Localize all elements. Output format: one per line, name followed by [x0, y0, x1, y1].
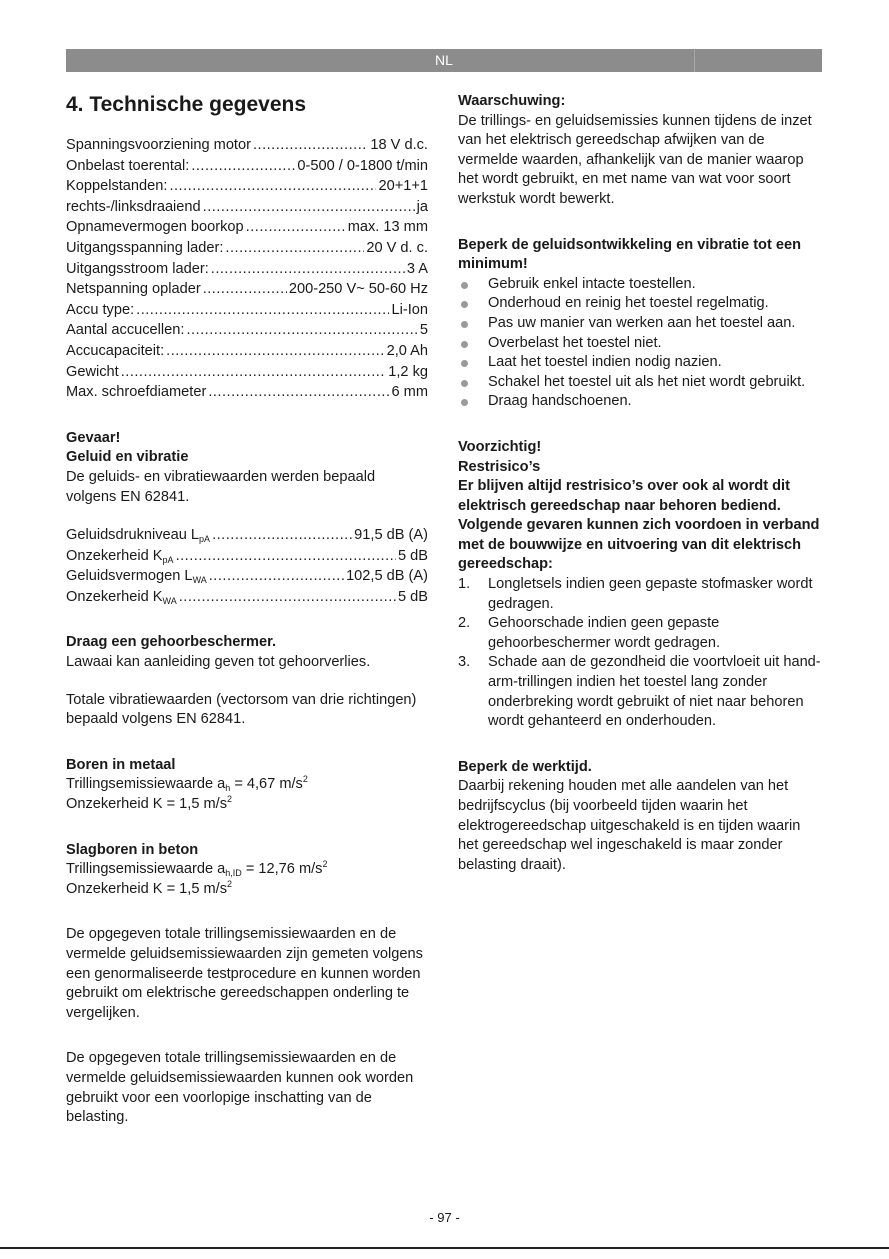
- noise-row: Onzekerheid $K_{WA}$ ..... 5 dB: [66, 587, 428, 608]
- limit-list: [458, 275, 822, 412]
- hearing-text: Lawaai kan aanleiding geven tot gehoorverlies.: [66, 654, 371, 671]
- spec-row: Uitgangsstroom lader: ..... 3 A: [66, 259, 428, 280]
- estimation-paragraph: De opgegeven totale trillingsemissiewaarden en de vermelde geluidsemissiewaarden kunnen ook worden gebruikt voor een voorlopige inschatting van de belasting.: [66, 1050, 414, 1126]
- spec-row: Opnamevermogen boorkop ..... max. 13 mm: [66, 217, 428, 238]
- dot-leader: [186, 320, 417, 341]
- spec-row: Accucapaciteit: ..... 2,0 Ah: [66, 341, 428, 362]
- spec-row: Aantal accucellen: ..... 5: [66, 320, 428, 341]
- list-item: Draag handschoenen.: [458, 392, 822, 412]
- drill-metal-heading: Boren in metaal: [66, 756, 176, 773]
- spec-row: Koppelstanden: ..... 20+1+1: [66, 176, 428, 197]
- spec-row: Accu type: ..... Li-Ion: [66, 300, 428, 321]
- dot-leader: [225, 238, 364, 259]
- dot-leader: [169, 176, 376, 197]
- dot-leader: [208, 382, 389, 403]
- noise-row: Onzekerheid $K_{pA}$ ..... 5 dB: [66, 546, 428, 567]
- noise-list: [66, 525, 428, 607]
- right-column: [458, 92, 822, 875]
- warning-text: De trillings- en geluidsemissies kunnen tijdens de inzet van het elektrisch gereedschap afwijken van de vermelde waarden, afhankelijk van de manier waarop het wordt gebruikt, en met name van wat voor soort werkstuk wordt bewerkt.: [458, 112, 812, 207]
- list-item: Gebruik enkel intacte toestellen.: [458, 275, 822, 295]
- dot-leader: [246, 217, 346, 238]
- caution-heading: Voorzichtig!: [458, 438, 542, 455]
- dot-leader: [212, 525, 352, 546]
- dot-leader: [136, 300, 389, 321]
- dot-leader: [179, 587, 396, 608]
- section-title: 4. Technische gegevens: [66, 93, 307, 116]
- warning-heading: Waarschuwing:: [458, 93, 566, 109]
- spec-row: Gewicht ..... 1,2 kg: [66, 362, 428, 383]
- list-item: 3. Schade aan de gezondheid die voortvloeit uit hand-arm-trillingen indien het toestel lang zonder onderbreking wordt gebruikt of niet naar behoren wordt gehanteerd en onderhouden.: [458, 654, 821, 730]
- left-column: [66, 92, 428, 1128]
- hammer-concrete-uncertainty: Onzekerheid K = 1,5 $m/s^2$: [66, 878, 233, 897]
- dot-leader: [121, 362, 387, 383]
- language-bar-divider: [694, 49, 695, 72]
- list-item: Pas uw manier van werken aan het toestel aan.: [458, 314, 822, 334]
- list-item: 1. Longletsels indien geen gepaste stofmasker wordt gedragen.: [458, 576, 813, 612]
- spec-row: Max. schroefdiameter ..... 6 mm: [66, 382, 428, 403]
- language-bar: [66, 49, 822, 72]
- list-item: Laat het toestel indien nodig nazien.: [458, 353, 822, 373]
- spec-row: Spanningsvoorziening motor ..... 18 V d.c.: [66, 135, 428, 156]
- dot-leader: [203, 279, 287, 300]
- dot-leader: [209, 566, 344, 587]
- dot-leader: [191, 156, 295, 177]
- drill-metal-emission: Trillingsemissiewaarde $a_h = 4,67$ $m/s^2$: [66, 774, 308, 794]
- list-item: Overbelast het toestel niet.: [458, 334, 822, 354]
- danger-heading: Gevaar!: [66, 429, 121, 446]
- worktime-heading: Beperk de werktijd.: [458, 758, 592, 775]
- list-item: 2. Gehoorschade indien geen gepaste gehoorbeschermer wordt gedragen.: [458, 615, 721, 651]
- spec-row: Netspanning oplader ..... 200-250 V~ 50-60 Hz: [66, 279, 428, 300]
- residual-intro: Er blijven altijd restrisico’s over ook al wordt dit elektrisch gereedschap naar behoren bediend. Volgende gevaren kunnen zich voordoen in verband met de bouwwijze en uitvoering van dit elektrisch gereedschap:: [458, 478, 820, 573]
- dot-leader: [203, 197, 415, 218]
- dot-leader: [176, 546, 396, 567]
- spec-row: Uitgangsspanning lader: ..... 20 V d. c.: [66, 238, 428, 259]
- worktime-text: Daarbij rekening houden met alle aandelen van het bedrijfscyclus (bij voorbeeld tijden waarin het elektrogereedschap uitgeschakeld is en tijden waarin het gereedschap wel ingeschakeld is maar zonder belasting draait).: [458, 778, 801, 873]
- noise-heading: Geluid en vibratie: [66, 449, 189, 466]
- page-number: - 97 -: [429, 1210, 460, 1225]
- residual-heading: Restrisico’s: [458, 458, 541, 475]
- vibration-text: Totale vibratiewaarden (vectorsom van drie richtingen) bepaald volgens EN 62841.: [66, 691, 417, 728]
- drill-metal-uncertainty: Onzekerheid K = 1,5 $m/s^2$: [66, 794, 233, 813]
- noise-row: Geluidsvermogen $L_{WA}$ ..... 102,5 dB (A): [66, 566, 428, 587]
- spec-list: [66, 135, 428, 403]
- residual-list: [458, 575, 822, 732]
- list-item: Schakel het toestel uit als het niet wordt gebruikt.: [458, 373, 822, 393]
- noise-row: Geluidsdrukniveau $L_{pA}$ ..... 91,5 dB (A): [66, 525, 428, 546]
- hammer-concrete-emission: Trillingsemissiewaarde $a_{h,ID} = 12,76$ $m/s^2$: [66, 859, 328, 879]
- spec-row: rechts-/linksdraaiend ..... ja: [66, 197, 428, 218]
- list-item: Onderhoud en reinig het toestel regelmatig.: [458, 294, 822, 314]
- measurement-paragraph: De opgegeven totale trillingsemissiewaarden en de vermelde geluidsemissiewaarden zijn gemeten volgens een genormaliseerde testprocedure en kunnen worden gebruikt om elektrische gereedschappen onderling te vergelijken.: [66, 926, 423, 1021]
- dot-leader: [211, 259, 405, 280]
- spec-row: Onbelast toerental: ..... 0-500 / 0-1800 t/min: [66, 156, 428, 177]
- hammer-concrete-heading: Slagboren in beton: [66, 841, 199, 858]
- language-label: NL: [435, 52, 453, 68]
- noise-intro: De geluids- en vibratiewaarden werden bepaald volgens EN 62841.: [66, 468, 376, 505]
- bottom-rule: [0, 1247, 889, 1249]
- limit-heading: Beperk de geluidsontwikkeling en vibratie tot een minimum!: [458, 236, 802, 273]
- hearing-heading: Draag een gehoorbeschermer.: [66, 634, 277, 651]
- dot-leader: [166, 341, 384, 362]
- dot-leader: [253, 135, 368, 156]
